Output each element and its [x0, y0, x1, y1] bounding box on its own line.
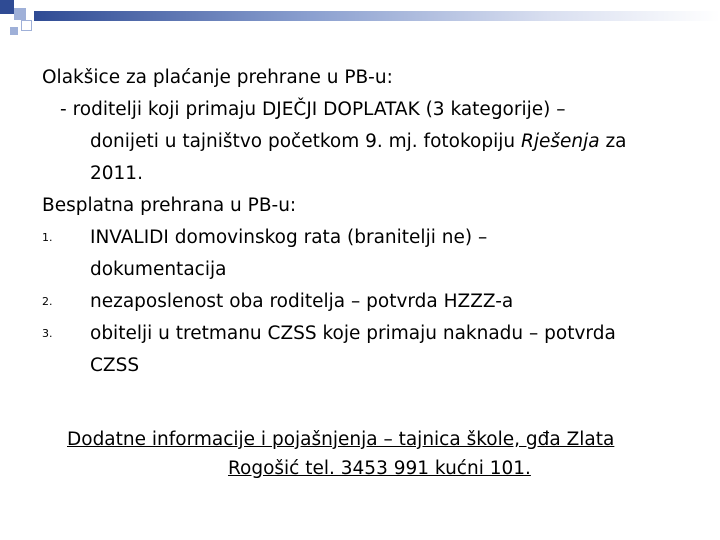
bullet-line1: roditelji koji primaju DJEČJI DOPLATAK (3 kategorije) –: [72, 99, 566, 120]
list-item-text: nezaposlenost oba roditelja – potvrda HZZZ-a: [90, 291, 514, 312]
bullet-line2: [42, 126, 692, 158]
heading-besplatna: Besplatna prehrana u PB-u:: [42, 195, 297, 216]
footer-line2: Rogošić tel. 3453 991 kućni 101.: [228, 458, 531, 479]
corner-square-light: [14, 8, 26, 20]
list-number: 3.: [42, 327, 53, 340]
list-number: 2.: [42, 295, 53, 308]
heading-olaksice: Olakšice za plaćanje prehrane u PB-u:: [42, 67, 393, 88]
bullet-dash: -: [60, 99, 67, 120]
list-item-continuation: CZSS: [90, 355, 140, 376]
header-gradient-bar: [34, 11, 720, 21]
slide-body: [42, 62, 692, 382]
corner-square-dark: [0, 0, 14, 14]
list-item-text: obitelji u tretmanu CZSS koje primaju naknadu – potvrda: [90, 323, 616, 344]
list-item: [42, 286, 692, 318]
corner-square-small: [10, 27, 18, 35]
corner-square-white: [21, 20, 32, 31]
bullet-line2-em: Rješenja: [520, 131, 600, 152]
list-item-continuation: dokumentacija: [90, 259, 227, 280]
bullet-line2-post: za: [599, 131, 627, 152]
list-item: [42, 222, 692, 254]
bullet-line3: 2011.: [90, 163, 143, 184]
bullet-djecji-doplatak: [42, 94, 692, 126]
footer-line1: Dodatne informacije i pojašnjenja – tajnica škole, gđa Zlata: [67, 429, 615, 450]
bullet-line2-pre: donijeti u tajništvo početkom 9. mj. fotokopiju: [90, 131, 521, 152]
list-number: 1.: [42, 231, 53, 244]
list-item: [42, 318, 692, 350]
list-item-text: INVALIDI domovinskog rata (branitelji ne) –: [90, 227, 488, 248]
